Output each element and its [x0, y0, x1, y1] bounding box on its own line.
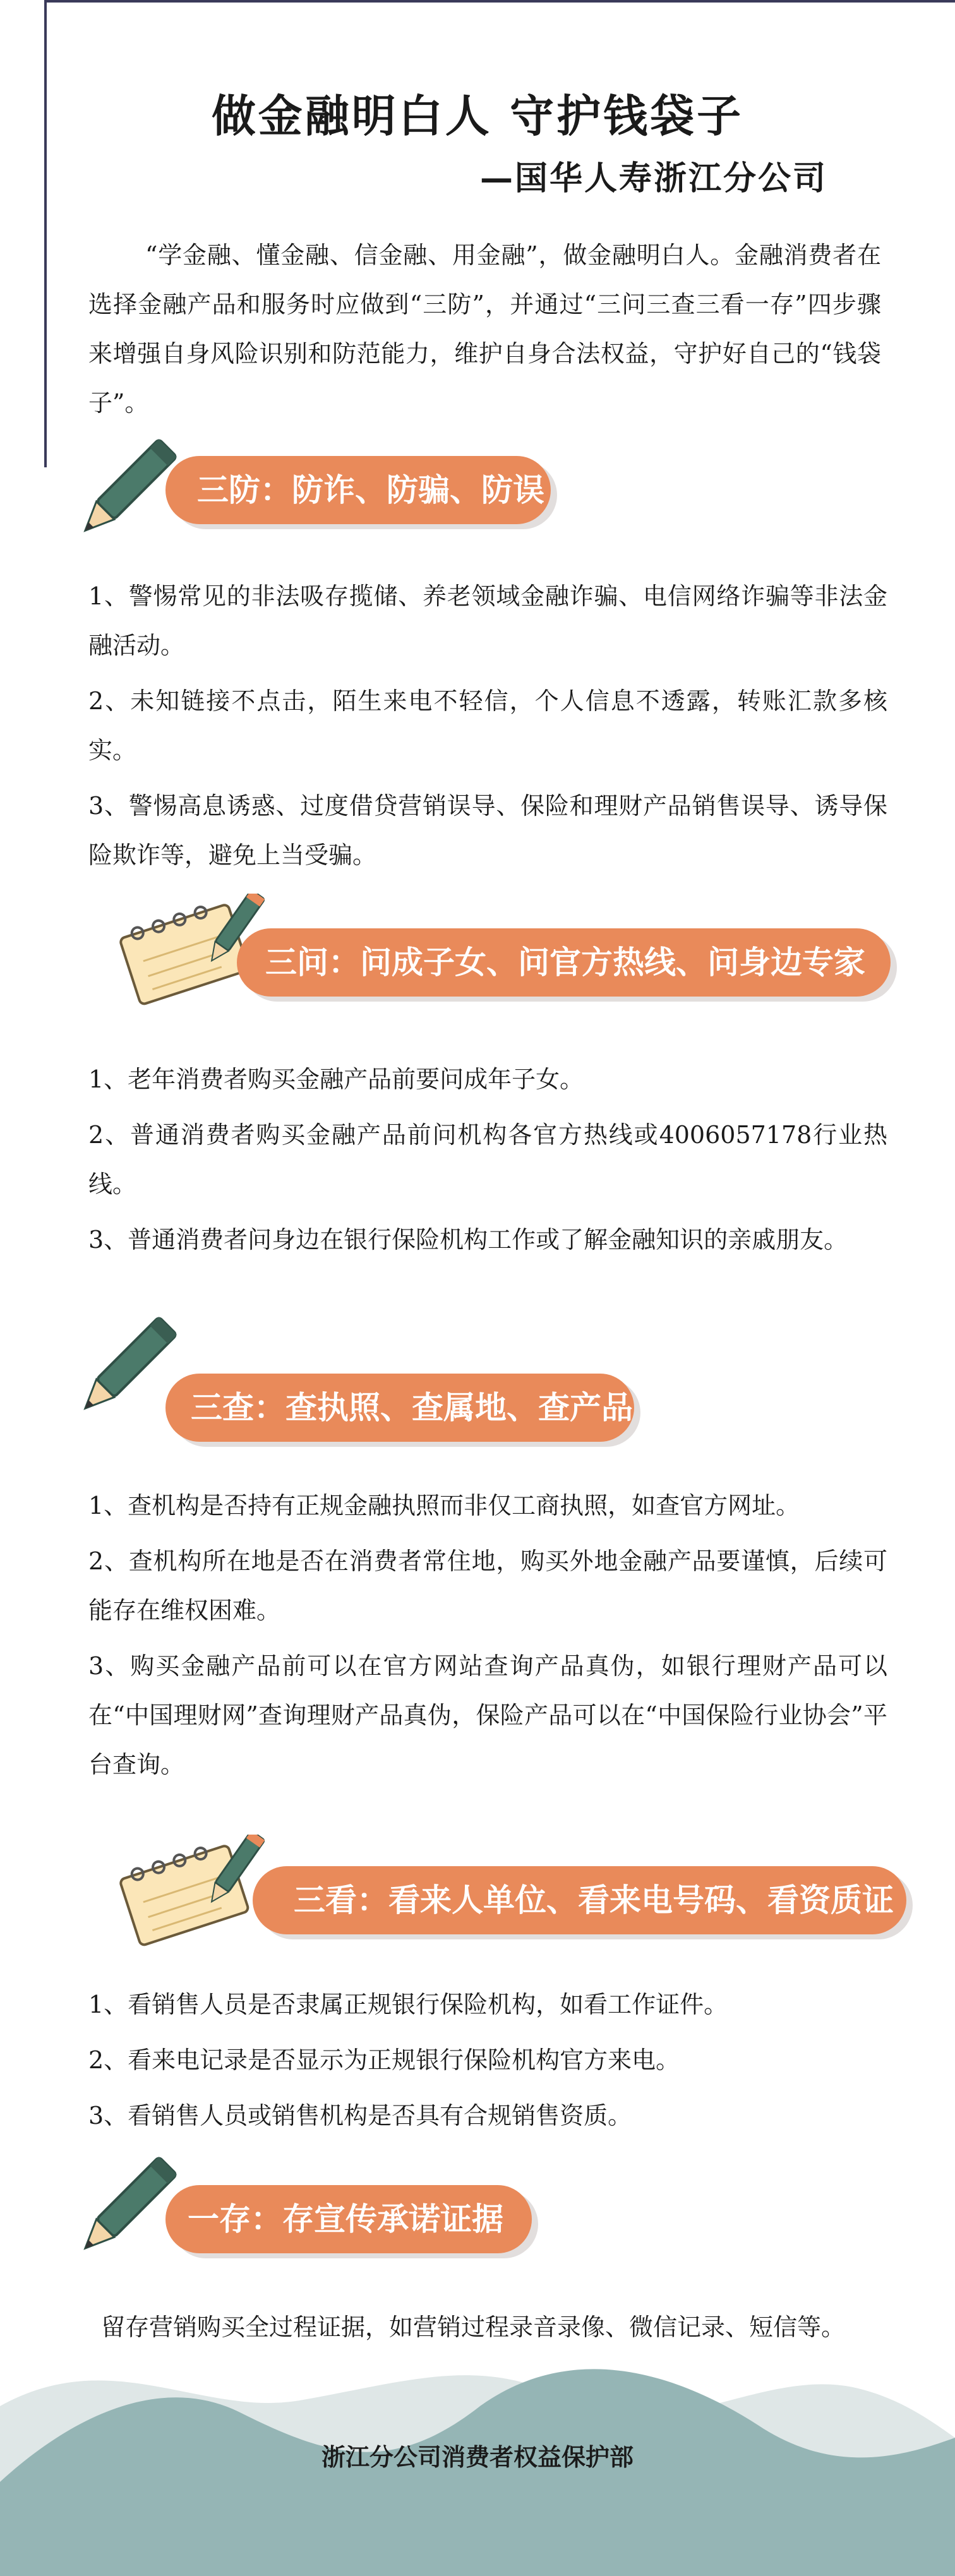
list-item: 1、看销售人员是否隶属正规银行保险机构，如看工作证件。: [88, 1991, 728, 2018]
list-item: 3、警惕高息诱惑、过度借贷营销误导、保险和理财产品销售误导、诱导保险欺诈等，避免上当受骗。: [88, 792, 887, 869]
list-item: 2、普通消费者购买金融产品前问机构各官方热线或4006057178行业热线。: [88, 1121, 887, 1198]
pencil-icon: [66, 2154, 180, 2267]
page-subtitle: —国华人寿浙江分公司: [480, 160, 828, 198]
list-item: 2、未知链接不点击，陌生来电不轻信，个人信息不透露，转账汇款多核实。: [88, 687, 887, 764]
section-list-sankan: [88, 1980, 887, 2147]
frame-border-left: [44, 0, 47, 467]
frame-border-top: [44, 0, 955, 3]
list-item: 3、看销售人员或销售机构是否具有合规销售资质。: [88, 2102, 632, 2130]
section-list-sanfang: [88, 572, 887, 886]
list-item: 3、购买金融产品前可以在官方网站查询产品真伪，如银行理财产品可以在“中国理财网”查询理财产品真伪，保险产品可以在“中国保险行业协会”平台查询。: [88, 1652, 887, 1778]
section-list-sancha: [88, 1481, 887, 1795]
section-heading-sancha: 三查：查执照、查属地、查产品: [165, 1374, 634, 1442]
list-item: 1、老年消费者购买金融产品前要问成年子女。: [88, 1065, 584, 1093]
section-heading-yicun: 一存：存宣传承诺证据: [165, 2185, 532, 2253]
notepad-icon: [107, 1835, 265, 1948]
section-heading-sanfang: 三防：防诈、防骗、防误导: [165, 456, 551, 524]
section-list-sanwen: [88, 1055, 887, 1271]
list-item: 2、查机构所在地是否在消费者常住地，购买外地金融产品要谨慎，后续可能存在维权困难。: [88, 1547, 887, 1624]
outro-paragraph: 留存营销购买全过程证据，如营销过程录音录像、微信记录、短信等。: [101, 2313, 846, 2341]
footer-department: 浙江分公司消费者权益保护部: [321, 2443, 634, 2471]
pencil-icon: [66, 1314, 180, 1427]
list-item: 1、警惕常见的非法吸存揽储、养老领域金融诈骗、电信网络诈骗等非法金融活动。: [88, 582, 887, 659]
list-item: 1、查机构是否持有正规金融执照而非仅工商执照，如查官方网址。: [88, 1492, 800, 1519]
intro-paragraph: “学金融、懂金融、信金融、用金融”，做金融明白人。金融消费者在选择金融产品和服务时应做到“三防”，并通过“三问三查三看一存”四步骤来增强自身风险识别和防范能力，维护自身合法权益，守护好自己的“钱袋子”。: [88, 241, 881, 417]
section-heading-sankan: 三看：看来人单位、看来电号码、看资质证书: [253, 1866, 906, 1934]
page-title: 做金融明白人 守护钱袋子: [211, 90, 744, 142]
section-heading-sanwen: 三问：问成子女、问官方热线、问身边专家: [237, 928, 891, 997]
list-item: 3、普通消费者问身边在银行保险机构工作或了解金融知识的亲戚朋友。: [88, 1226, 848, 1254]
pencil-icon: [66, 436, 180, 549]
list-item: 2、看来电记录是否显示为正规银行保险机构官方来电。: [88, 2046, 680, 2074]
